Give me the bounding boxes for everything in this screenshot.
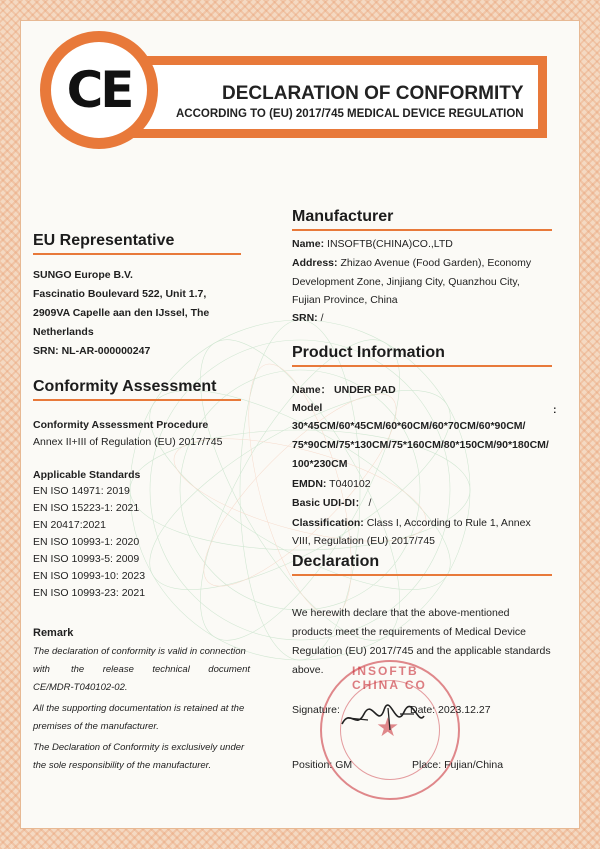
eu-rep-line: 2909VA Capelle aan den IJssel, The [33, 307, 210, 319]
declaration-line: We herewith declare that the above-mentioned [292, 607, 510, 619]
standard-item: EN 20417:2021 [33, 519, 106, 531]
standards-label: Applicable Standards [33, 469, 141, 481]
seal-text: INSOFTB CHINA CO [352, 664, 427, 692]
product-information-heading: Product Information [292, 344, 445, 361]
eu-representative-heading: EU Representative [33, 232, 175, 249]
declaration-heading: Declaration [292, 553, 380, 570]
ce-mark-icon: CE [66, 61, 132, 119]
manufacturer-srn-value: / [320, 312, 324, 324]
document-title: DECLARATION OF CONFORMITY [222, 83, 524, 104]
position-value: GM [335, 759, 353, 771]
classification-line: Class I, According to Rule 1, Annex [366, 517, 531, 529]
standard-item: EN ISO 14971: 2019 [33, 485, 130, 497]
product-name-label: Name： [292, 384, 332, 396]
signature-row [292, 703, 340, 717]
classification-label: Classification: [292, 517, 364, 529]
product-name-value: UNDER PAD [334, 384, 396, 396]
model-line: 30*45CM/60*45CM/60*60CM/60*70CM/60*90CM/ [292, 420, 526, 432]
manufacturer-address-line: Development Zone, Jinjiang City, Quanzhou City, [292, 276, 520, 288]
remark-line: the sole responsibility of the manufacturer. [33, 760, 212, 771]
date-row [410, 703, 491, 717]
section-rule [33, 399, 241, 401]
ce-logo [40, 31, 158, 149]
product-emdn [292, 477, 371, 491]
remark-heading: Remark [33, 627, 74, 639]
model-line: 100*230CM [292, 458, 348, 470]
position-label: Position: [292, 759, 333, 771]
eu-rep-line: Fascinatio Boulevard 522, Unit 1.7, [33, 288, 207, 300]
manufacturer-srn [292, 311, 324, 325]
manufacturer-srn-label: SRN: [292, 312, 318, 324]
procedure-value: Annex II+III of Regulation (EU) 2017/745 [33, 436, 223, 448]
position-row [292, 758, 352, 772]
udi-value: / [368, 497, 372, 509]
conformity-assessment-heading: Conformity Assessment [33, 378, 217, 395]
signature-label: Signature: [292, 704, 340, 716]
manufacturer-name-value: INSOFTB(CHINA)CO.,LTD [327, 238, 453, 250]
model-line: 75*90CM/75*130CM/75*160CM/80*150CM/90*180CM/ [292, 439, 549, 451]
place-row [412, 758, 503, 772]
manufacturer-name [292, 237, 453, 251]
eu-rep-srn: SRN: NL-AR-000000247 [33, 345, 151, 357]
date-value: 2023.12.27 [438, 704, 491, 716]
manufacturer-heading: Manufacturer [292, 208, 394, 225]
udi-label: Basic UDI-DI： [292, 497, 366, 509]
remark-line: The Declaration of Conformity is exclusively under [33, 742, 245, 753]
emdn-value: T040102 [329, 478, 371, 490]
model-colon: : [553, 404, 557, 416]
remark-line: premises of the manufacturer. [33, 721, 159, 732]
product-classification [292, 516, 531, 530]
product-udi [292, 496, 371, 510]
manufacturer-name-label: Name: [292, 238, 325, 250]
eu-rep-line: Netherlands [33, 326, 94, 338]
section-rule [33, 253, 241, 255]
document-subtitle: ACCORDING TO (EU) 2017/745 MEDICAL DEVICE REGULATION [176, 108, 524, 120]
declaration-line: products meet the requirements of Medical Device [292, 626, 527, 638]
standard-item: EN ISO 10993-1: 2020 [33, 536, 140, 548]
standard-item: EN ISO 10993-10: 2023 [33, 570, 146, 582]
classification-line: VIII, Regulation (EU) 2017/745 [292, 535, 436, 547]
star-icon: ★ [376, 712, 400, 742]
remark-line: with the release technical document [33, 664, 251, 675]
place-value: Fujian/China [444, 759, 504, 771]
date-label: Date: [410, 704, 436, 716]
manufacturer-address-label: Address: [292, 257, 338, 269]
standard-item: EN ISO 15223-1: 2021 [33, 502, 140, 514]
manufacturer-address-line: Zhizao Avenue (Food Garden), Economy [340, 257, 532, 269]
remark-line: All the supporting documentation is retained at the [33, 703, 245, 714]
product-name [292, 383, 396, 397]
procedure-label: Conformity Assessment Procedure [33, 419, 209, 431]
standard-item: EN ISO 10993-23: 2021 [33, 587, 146, 599]
section-rule [292, 574, 552, 576]
declaration-line: above. [292, 664, 324, 676]
standard-item: EN ISO 10993-5: 2009 [33, 553, 140, 565]
remark-line: The declaration of conformity is valid in connection [33, 646, 246, 657]
eu-rep-line: SUNGO Europe B.V. [33, 269, 133, 281]
emdn-label: EMDN: [292, 478, 327, 490]
remark-line: CE/MDR-T040102-02. [33, 682, 128, 693]
manufacturer-address [292, 256, 531, 270]
model-label: Model [292, 402, 323, 414]
declaration-line: Regulation (EU) 2017/745 and the applicable standards [292, 645, 551, 657]
manufacturer-address-line: Fujian Province, China [292, 294, 398, 306]
section-rule [292, 229, 552, 231]
section-rule [292, 365, 552, 367]
place-label: Place: [412, 759, 442, 771]
